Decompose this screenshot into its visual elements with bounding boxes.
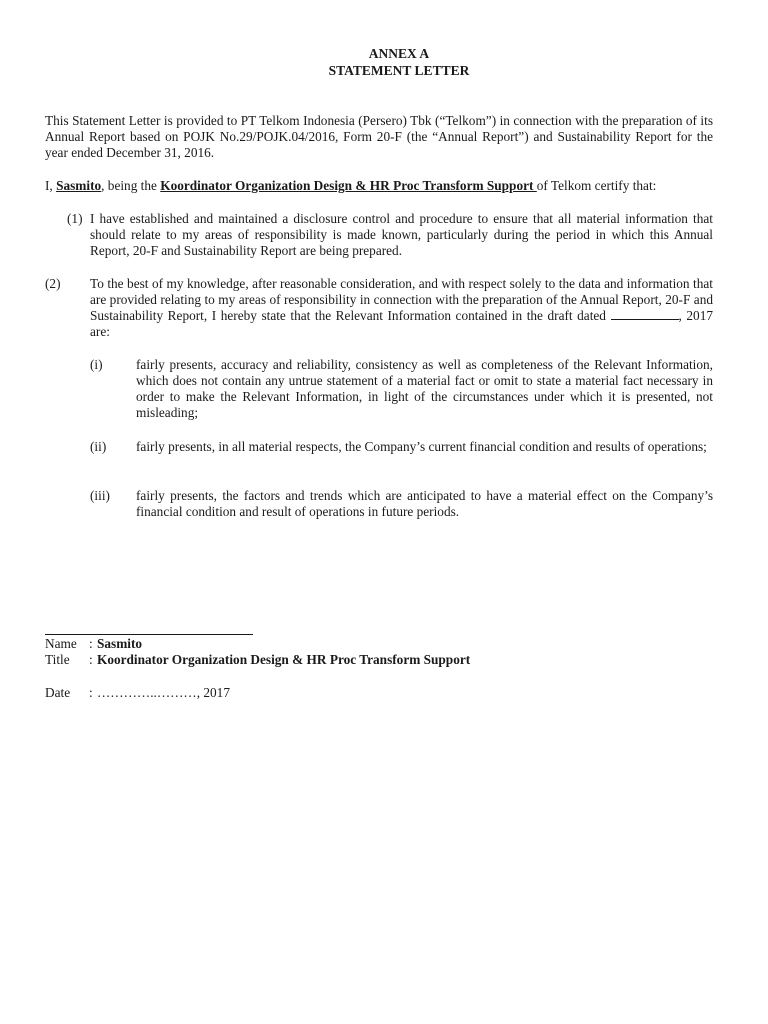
subitem-iii-text: fairly presents, the factors and trends which are anticipated to have a material effect on the Company’s financial condition and result of operations in future periods.	[136, 488, 713, 519]
title-value: Koordinator Organization Design & HR Proc Transform Support	[97, 652, 471, 667]
certify-paragraph	[45, 178, 725, 194]
signer-position: Koordinator Organization Design & HR Proc Transform Support	[160, 178, 537, 193]
subitem-i-number: (i)	[90, 357, 103, 372]
document-title: STATEMENT LETTER	[328, 63, 470, 78]
name-value: Sasmito	[97, 636, 143, 651]
certify-suffix: of Telkom certify that:	[536, 178, 657, 193]
item-2-text-before: To the best of my knowledge, after reasonable consideration, and with respect solely to the data and information that are provided relating to my areas of responsibility in connection with the preparation of the Annual Report, 20-F and Sustainability Report, I hereby state that the Relevant Information contained in the draft dated	[90, 276, 713, 323]
intro-paragraph: This Statement Letter is provided to PT Telkom Indonesia (Persero) Tbk (“Telkom”) in connection with the preparation of its Annual Report based on POJK No.29/POJK.04/2016, Form 20-F (the “Annual Report”) and Sustainability Report for the year ended December 31, 2016.	[45, 113, 713, 160]
date-label: Date	[45, 685, 71, 700]
date-value: …………..………, 2017	[97, 685, 230, 700]
name-colon: :	[89, 636, 93, 651]
title-label: Title	[45, 652, 70, 667]
date-colon: :	[89, 685, 93, 700]
annex-heading: ANNEX A	[368, 46, 430, 61]
subitem-i-text: fairly presents, accuracy and reliability, consistency as well as completeness of the Relevant Information, which does not contain any untrue statement of a material fact or omit to state a material fact necessary in order to make the Relevant Information, in light of the circumstances under which it is presented, not misleading;	[136, 357, 713, 420]
subitem-iii-number: (iii)	[90, 488, 110, 503]
item-1-number: (1)	[67, 211, 83, 226]
item-2-text-after: , 2017 are:	[90, 308, 713, 339]
item-1-text: I have established and maintained a disclosure control and procedure to ensure that all material information that should relate to my areas of responsibility is made known, particularly during the period in which this Annual Report, 20-F and Sustainability Report are being prepared.	[90, 211, 713, 258]
certify-prefix: I,	[45, 178, 57, 193]
certify-mid: , being the	[101, 178, 161, 193]
subitem-ii-text: fairly presents, in all material respects, the Company’s current financial condition and results of operations;	[136, 439, 707, 454]
signer-name: Sasmito	[56, 178, 102, 193]
title-colon: :	[89, 652, 93, 667]
item-2-text	[90, 276, 713, 340]
signature-line	[45, 634, 253, 635]
name-label: Name	[45, 636, 77, 651]
subitem-ii-number: (ii)	[90, 439, 107, 454]
draft-date-blank	[611, 308, 679, 320]
item-2-number: (2)	[45, 276, 61, 291]
